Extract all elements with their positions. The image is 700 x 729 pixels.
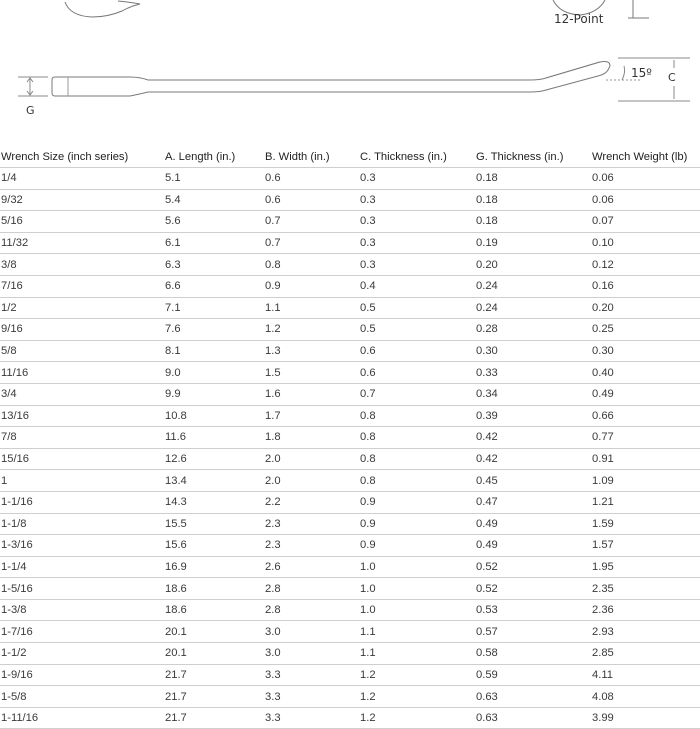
cell-size: 1-5/8	[0, 686, 164, 708]
cell-c-thickness: 1.0	[359, 578, 475, 600]
table-row	[0, 621, 700, 643]
cell-c-thickness: 0.5	[359, 297, 475, 319]
table-row	[0, 319, 700, 341]
column-header-width: B. Width (in.)	[264, 147, 359, 168]
cell-weight: 0.77	[591, 427, 700, 449]
cell-length: 5.4	[164, 189, 264, 211]
column-header-size: Wrench Size (inch series)	[0, 147, 164, 168]
cell-c-thickness: 0.9	[359, 513, 475, 535]
cell-c-thickness: 0.9	[359, 491, 475, 513]
cell-g-thickness: 0.18	[475, 168, 591, 190]
dimension-g	[18, 77, 48, 96]
cell-width: 2.6	[264, 556, 359, 578]
cell-size: 1/2	[0, 297, 164, 319]
cell-weight: 0.66	[591, 405, 700, 427]
cell-length: 6.6	[164, 275, 264, 297]
cell-width: 1.7	[264, 405, 359, 427]
cell-width: 3.3	[264, 707, 359, 729]
table-row	[0, 578, 700, 600]
cell-g-thickness: 0.24	[475, 275, 591, 297]
cell-g-thickness: 0.33	[475, 362, 591, 384]
cell-c-thickness: 0.3	[359, 168, 475, 190]
cell-c-thickness: 1.0	[359, 599, 475, 621]
cell-weight: 1.21	[591, 491, 700, 513]
cell-length: 11.6	[164, 427, 264, 449]
cell-width: 0.6	[264, 189, 359, 211]
cell-size: 3/4	[0, 383, 164, 405]
table-row	[0, 362, 700, 384]
cell-g-thickness: 0.49	[475, 535, 591, 557]
cell-g-thickness: 0.24	[475, 297, 591, 319]
table-row	[0, 297, 700, 319]
cell-c-thickness: 0.4	[359, 275, 475, 297]
cell-g-thickness: 0.45	[475, 470, 591, 492]
cell-c-thickness: 0.6	[359, 340, 475, 362]
cell-c-thickness: 1.1	[359, 643, 475, 665]
cell-length: 21.7	[164, 707, 264, 729]
table-row	[0, 405, 700, 427]
cell-size: 9/32	[0, 189, 164, 211]
wrench-side-view	[52, 62, 610, 97]
cell-size: 1-1/2	[0, 643, 164, 665]
cell-width: 1.5	[264, 362, 359, 384]
cell-g-thickness: 0.30	[475, 340, 591, 362]
cell-weight: 0.07	[591, 211, 700, 233]
cell-size: 1-1/16	[0, 491, 164, 513]
cell-length: 9.9	[164, 383, 264, 405]
cell-weight: 4.08	[591, 686, 700, 708]
cell-g-thickness: 0.42	[475, 427, 591, 449]
table-row	[0, 232, 700, 254]
column-header-weight: Wrench Weight (lb)	[591, 147, 700, 168]
cell-length: 15.6	[164, 535, 264, 557]
cell-weight: 4.11	[591, 664, 700, 686]
cell-width: 1.1	[264, 297, 359, 319]
table-row	[0, 168, 700, 190]
cell-weight: 0.25	[591, 319, 700, 341]
cell-width: 2.3	[264, 513, 359, 535]
table-row	[0, 535, 700, 557]
column-header-length: A. Length (in.)	[164, 147, 264, 168]
cell-weight: 0.06	[591, 189, 700, 211]
cell-c-thickness: 0.3	[359, 189, 475, 211]
cell-size: 1-3/8	[0, 599, 164, 621]
cell-length: 6.1	[164, 232, 264, 254]
cell-weight: 1.09	[591, 470, 700, 492]
cell-size: 11/16	[0, 362, 164, 384]
cell-weight: 0.49	[591, 383, 700, 405]
cell-length: 14.3	[164, 491, 264, 513]
table-row	[0, 556, 700, 578]
column-header-c-thickness: C. Thickness (in.)	[359, 147, 475, 168]
cell-width: 3.0	[264, 621, 359, 643]
table-row	[0, 340, 700, 362]
cell-weight: 2.35	[591, 578, 700, 600]
cell-length: 20.1	[164, 643, 264, 665]
dimension-c-label: C	[668, 71, 676, 84]
cell-length: 8.1	[164, 340, 264, 362]
cell-size: 3/8	[0, 254, 164, 276]
cell-weight: 2.85	[591, 643, 700, 665]
cell-g-thickness: 0.18	[475, 211, 591, 233]
cell-g-thickness: 0.47	[475, 491, 591, 513]
cell-c-thickness: 1.2	[359, 707, 475, 729]
table-row	[0, 599, 700, 621]
cell-width: 3.3	[264, 664, 359, 686]
cell-g-thickness: 0.42	[475, 448, 591, 470]
table-row	[0, 275, 700, 297]
cell-length: 21.7	[164, 664, 264, 686]
cell-c-thickness: 0.8	[359, 448, 475, 470]
cell-c-thickness: 0.3	[359, 254, 475, 276]
cell-g-thickness: 0.63	[475, 707, 591, 729]
cell-width: 2.0	[264, 470, 359, 492]
cell-length: 16.9	[164, 556, 264, 578]
cell-size: 5/16	[0, 211, 164, 233]
table-row	[0, 513, 700, 535]
cell-width: 1.3	[264, 340, 359, 362]
cell-width: 3.0	[264, 643, 359, 665]
cell-weight: 0.40	[591, 362, 700, 384]
cell-width: 0.8	[264, 254, 359, 276]
cell-size: 5/8	[0, 340, 164, 362]
cell-weight: 0.10	[591, 232, 700, 254]
cell-size: 1-1/8	[0, 513, 164, 535]
cell-g-thickness: 0.58	[475, 643, 591, 665]
cell-c-thickness: 1.2	[359, 686, 475, 708]
cell-length: 7.1	[164, 297, 264, 319]
cell-size: 1-1/4	[0, 556, 164, 578]
table-row	[0, 491, 700, 513]
cell-length: 10.8	[164, 405, 264, 427]
cell-c-thickness: 0.9	[359, 535, 475, 557]
cell-width: 2.2	[264, 491, 359, 513]
cell-width: 0.6	[264, 168, 359, 190]
cell-width: 1.8	[264, 427, 359, 449]
cell-length: 5.1	[164, 168, 264, 190]
cell-weight: 2.36	[591, 599, 700, 621]
cell-width: 0.7	[264, 211, 359, 233]
cell-width: 0.9	[264, 275, 359, 297]
cell-c-thickness: 0.3	[359, 232, 475, 254]
cell-size: 15/16	[0, 448, 164, 470]
cell-length: 21.7	[164, 686, 264, 708]
table-header-row	[0, 147, 700, 168]
table-row	[0, 211, 700, 233]
cell-width: 1.6	[264, 383, 359, 405]
table-row	[0, 448, 700, 470]
cell-c-thickness: 0.8	[359, 405, 475, 427]
cell-weight: 3.99	[591, 707, 700, 729]
cell-width: 2.8	[264, 599, 359, 621]
cell-size: 1-7/16	[0, 621, 164, 643]
cell-c-thickness: 0.8	[359, 470, 475, 492]
cell-length: 9.0	[164, 362, 264, 384]
cell-weight: 0.20	[591, 297, 700, 319]
dimension-g-label: G	[26, 104, 35, 117]
table-row	[0, 707, 700, 729]
cell-length: 20.1	[164, 621, 264, 643]
cell-size: 1-5/16	[0, 578, 164, 600]
cell-size: 1/4	[0, 168, 164, 190]
table-row	[0, 254, 700, 276]
cell-width: 2.3	[264, 535, 359, 557]
table-body	[0, 168, 700, 729]
wrench-spec-table	[0, 147, 700, 729]
cell-g-thickness: 0.39	[475, 405, 591, 427]
cell-c-thickness: 1.1	[359, 621, 475, 643]
cell-g-thickness: 0.53	[475, 599, 591, 621]
cell-size: 7/8	[0, 427, 164, 449]
cell-weight: 0.12	[591, 254, 700, 276]
cell-c-thickness: 1.2	[359, 664, 475, 686]
cell-c-thickness: 0.8	[359, 427, 475, 449]
cell-length: 12.6	[164, 448, 264, 470]
cell-weight: 0.06	[591, 168, 700, 190]
wrench-front-view-fragment	[65, 1, 140, 17]
cell-width: 3.3	[264, 686, 359, 708]
cell-size: 1	[0, 470, 164, 492]
cell-size: 1-11/16	[0, 707, 164, 729]
table-row	[0, 664, 700, 686]
cell-length: 7.6	[164, 319, 264, 341]
cell-weight: 2.93	[591, 621, 700, 643]
cell-length: 6.3	[164, 254, 264, 276]
cell-g-thickness: 0.20	[475, 254, 591, 276]
cell-length: 15.5	[164, 513, 264, 535]
column-header-g-thickness: G. Thickness (in.)	[475, 147, 591, 168]
cell-weight: 0.91	[591, 448, 700, 470]
cell-width: 1.2	[264, 319, 359, 341]
cell-g-thickness: 0.52	[475, 556, 591, 578]
cell-weight: 0.30	[591, 340, 700, 362]
cell-size: 11/32	[0, 232, 164, 254]
cell-length: 18.6	[164, 578, 264, 600]
cell-c-thickness: 0.7	[359, 383, 475, 405]
cell-weight: 1.59	[591, 513, 700, 535]
dimension-c	[618, 58, 690, 101]
cell-length: 5.6	[164, 211, 264, 233]
cell-g-thickness: 0.34	[475, 383, 591, 405]
table-row	[0, 643, 700, 665]
table-row	[0, 686, 700, 708]
cell-size: 13/16	[0, 405, 164, 427]
cell-length: 13.4	[164, 470, 264, 492]
table-row	[0, 470, 700, 492]
cell-g-thickness: 0.57	[475, 621, 591, 643]
point-label: 12-Point	[554, 12, 604, 26]
cell-g-thickness: 0.28	[475, 319, 591, 341]
table-row	[0, 427, 700, 449]
cell-c-thickness: 0.3	[359, 211, 475, 233]
cell-size: 1-3/16	[0, 535, 164, 557]
angle-label: 15º	[631, 66, 652, 80]
cell-c-thickness: 0.5	[359, 319, 475, 341]
cell-size: 9/16	[0, 319, 164, 341]
cell-weight: 0.16	[591, 275, 700, 297]
cell-width: 0.7	[264, 232, 359, 254]
table-row	[0, 189, 700, 211]
cell-length: 18.6	[164, 599, 264, 621]
table-row	[0, 383, 700, 405]
cell-size: 1-9/16	[0, 664, 164, 686]
cell-weight: 1.95	[591, 556, 700, 578]
cell-g-thickness: 0.59	[475, 664, 591, 686]
cell-width: 2.0	[264, 448, 359, 470]
cell-g-thickness: 0.63	[475, 686, 591, 708]
cell-g-thickness: 0.52	[475, 578, 591, 600]
cell-width: 2.8	[264, 578, 359, 600]
cell-g-thickness: 0.49	[475, 513, 591, 535]
cell-g-thickness: 0.18	[475, 189, 591, 211]
cell-weight: 1.57	[591, 535, 700, 557]
cell-g-thickness: 0.19	[475, 232, 591, 254]
cell-size: 7/16	[0, 275, 164, 297]
cell-c-thickness: 0.6	[359, 362, 475, 384]
cell-c-thickness: 1.0	[359, 556, 475, 578]
